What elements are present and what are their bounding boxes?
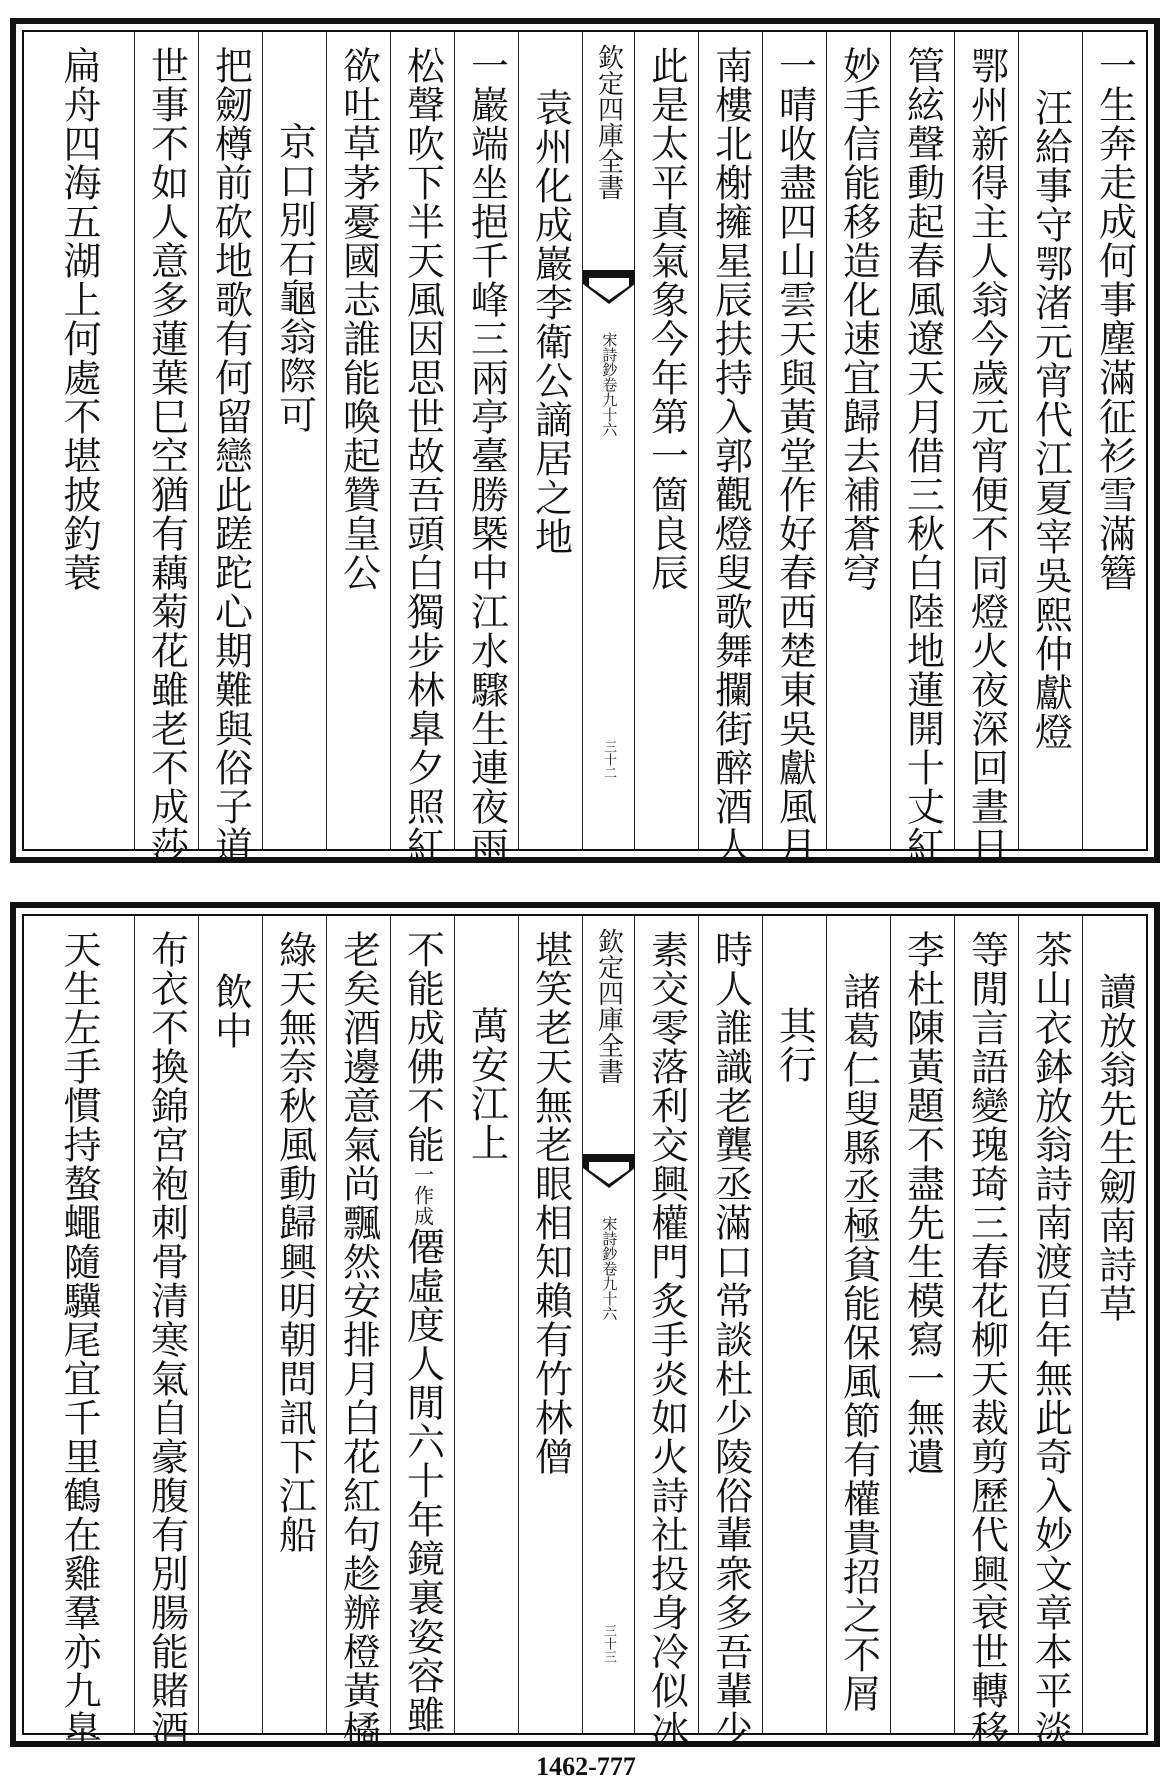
poem-title: 飲中 bbox=[208, 972, 253, 1050]
column bbox=[826, 32, 890, 849]
banner-volume: 宋詩鈔卷九十六 bbox=[600, 1216, 619, 1321]
fish-tail-icon bbox=[583, 1154, 635, 1194]
bottom-page-frame bbox=[22, 914, 1148, 1749]
poem-title: 京口別石龜翁際可 bbox=[272, 122, 317, 434]
column bbox=[890, 32, 954, 865]
poem-line: 一生奔走成何事塵滿征衫雪滿簪 bbox=[1092, 46, 1137, 592]
poem-line: 管絃聲動起春風遼天月借三秋白陸地蓮開十丈紅 bbox=[900, 46, 945, 865]
column bbox=[454, 916, 518, 1733]
poem-line: 把劒樽前砍地歌有何留戀此蹉跎心期難與俗子道 bbox=[208, 46, 253, 865]
poem-line: 綠天無奈秋風動歸興明朝問訊下江船 bbox=[272, 930, 317, 1554]
variant-note: 一作成 bbox=[410, 1164, 435, 1227]
folio-number: 1462-777 bbox=[536, 1752, 636, 1781]
column bbox=[634, 32, 698, 849]
banner-volume: 宋詩鈔卷九十六 bbox=[600, 332, 619, 437]
column bbox=[890, 916, 954, 1733]
poem-title: 讀放翁先生劒南詩草 bbox=[1092, 972, 1137, 1323]
poem-line: 茶山衣鉢放翁詩南渡百年無此奇入妙文章本平淡 bbox=[1028, 930, 1073, 1749]
column bbox=[1082, 916, 1146, 1733]
column bbox=[198, 32, 262, 865]
poem-title: 諸葛仁叟縣丞極貧能保風節有權貴招之不屑 bbox=[836, 972, 881, 1713]
poem-line: 扁舟四海五湖上何處不堪披釣蓑 bbox=[57, 46, 101, 592]
column bbox=[698, 916, 762, 1749]
fish-tail-icon bbox=[583, 270, 635, 310]
column bbox=[326, 916, 390, 1749]
poem-line-part: 僊虛度人閒六十年鏡裏姿容雖 bbox=[400, 1227, 445, 1734]
column bbox=[134, 32, 198, 865]
column bbox=[1082, 32, 1146, 849]
poem-line: 一巖端坐挹千峰三兩亭臺勝槩中江水驟生連夜雨 bbox=[464, 46, 509, 865]
bottom-page bbox=[10, 902, 1160, 1747]
top-page-frame bbox=[22, 30, 1148, 865]
center-banner bbox=[582, 32, 634, 849]
column bbox=[390, 32, 454, 865]
column bbox=[1018, 32, 1082, 849]
column bbox=[698, 32, 762, 865]
poem-line bbox=[400, 930, 445, 1734]
poem-line: 世事不如人意多蓮葉巳空猶有藕菊花雖老不成莎 bbox=[144, 46, 189, 865]
banner-title: 欽定四庫全書 bbox=[593, 928, 624, 1084]
poem-title: 其行 bbox=[772, 1006, 817, 1084]
column bbox=[390, 916, 454, 1733]
column bbox=[24, 32, 134, 849]
column bbox=[1018, 916, 1082, 1749]
poem-line: 布衣不換錦宮袍刺骨清寒氣自豪腹有別腸能賭酒 bbox=[144, 930, 189, 1749]
column bbox=[762, 916, 826, 1733]
poem-title: 汪給事守鄂渚元宵代江夏宰吳熙仲獻燈 bbox=[1028, 88, 1073, 751]
column bbox=[454, 32, 518, 865]
column bbox=[198, 916, 262, 1733]
column bbox=[262, 32, 326, 849]
poem-line: 老矣酒邊意氣尚飄然安排月白花紅句趁辦橙黃橘 bbox=[336, 930, 381, 1749]
column bbox=[134, 916, 198, 1749]
column bbox=[326, 32, 390, 849]
column bbox=[762, 32, 826, 865]
poem-line: 一晴收盡四山雲天與黃堂作好春西楚東吳獻風月 bbox=[772, 46, 817, 865]
poem-line: 此是太平真氣象今年第一箇良辰 bbox=[644, 46, 689, 592]
column bbox=[954, 916, 1018, 1749]
column bbox=[24, 916, 134, 1749]
banner-title: 欽定四庫全書 bbox=[593, 44, 624, 200]
column bbox=[954, 32, 1018, 865]
center-banner bbox=[582, 916, 634, 1733]
column bbox=[634, 916, 698, 1749]
poem-line: 堪笑老天無老眼相知賴有竹林僧 bbox=[528, 930, 573, 1476]
top-page bbox=[10, 18, 1160, 863]
column bbox=[518, 916, 582, 1733]
banner-page-number: 三十三 bbox=[601, 1624, 616, 1663]
poem-line: 妙手信能移造化速宜歸去補蒼穹 bbox=[836, 46, 881, 592]
poem-line: 松聲吹下半天風因思世故吾頭白獨步林臯夕照紅 bbox=[400, 46, 445, 865]
poem-title: 萬安江上 bbox=[464, 1006, 509, 1162]
poem-line: 南樓北榭擁星辰扶持入郭觀燈叟歌舞攔街醉酒人 bbox=[708, 46, 753, 865]
poem-title: 袁州化成巖李衛公謫居之地 bbox=[528, 88, 573, 556]
poem-line: 等閒言語變瑰琦三春花柳天裁剪歷代興衰世轉移 bbox=[964, 930, 1009, 1749]
column bbox=[262, 916, 326, 1733]
poem-line-part: 不能成佛不能 bbox=[400, 930, 445, 1164]
poem-line: 李杜陳黃題不盡先生模寫一無遺 bbox=[900, 930, 945, 1476]
poem-line: 素交零落利交興權門炙手炎如火詩社投身冷似冰 bbox=[644, 930, 689, 1749]
column bbox=[518, 32, 582, 849]
poem-line: 時人誰識老龔丞滿口常談杜少陵俗輩衆多吾輩少 bbox=[708, 930, 753, 1749]
poem-line: 欲吐草茅憂國志誰能喚起贊皇公 bbox=[336, 46, 381, 592]
poem-line: 天生左手慣持螯蠅隨驥尾宜千里鶴在雞羣亦九臯 bbox=[57, 930, 101, 1749]
column bbox=[826, 916, 890, 1733]
poem-line: 鄂州新得主人翁今歲元宵便不同燈火夜深回晝日 bbox=[964, 46, 1009, 865]
banner-page-number: 三十二 bbox=[601, 740, 616, 779]
